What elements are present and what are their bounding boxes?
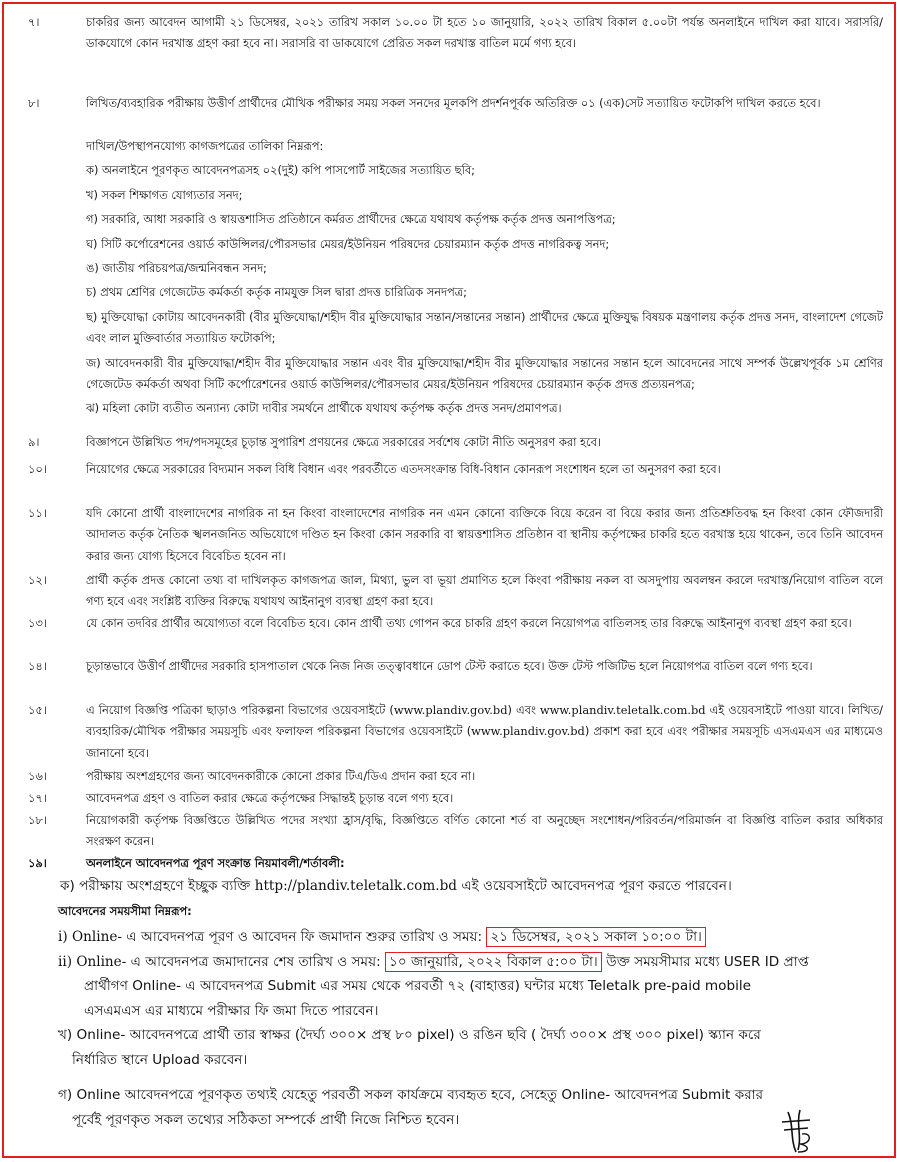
- document-item: ঙ) জাতীয় পরিচয়পত্র/জন্মনিবন্ধন সনদ;: [86, 261, 267, 276]
- document-item: ঝ) মহিলা কোটা ব্যতীত অন্যান্য কোটা দাবীর সমর্থনে প্রার্থীকে যথাযথ কর্তৃপক্ষ কর্তৃক প্রদত্ত সনদ/প্রমাণপত্র।: [86, 401, 562, 416]
- clause-text: যদি কোনো প্রার্থী বাংলাদেশের নাগরিক না হন কিংবা বাংলাদেশের নাগরিক নন এমন কোনো ব্যক্তিকে বিয়ে করেন বা বিয়ে করার জন্য প্রতিশ্রুতিবদ্ধ হন কিংবা কোন ফৌজদারী আদালত কর্তৃক নৈতিক স্খলনজনিত অভিযোগে দণ্ডিত হন কিংবা কোন সরকারি বা স্বায়ত্তশাসিত প্রতিষ্ঠান বা স্থানীয় কর্তৃপক্ষের চাকরি হতে বরখাস্ত হয়ে থাকেন, তবে তিনি আবেদন করার জন্য যোগ্য হিসেবে বিবেচিত হবেন না।: [86, 506, 883, 563]
- clause-8: [28, 93, 883, 114]
- rule-text: পূর্বেই পূরণকৃত সকল তথ্যের সঠিকতা সম্পর্কে প্রার্থী নিজে নিশ্চিত হবেন।: [72, 1112, 460, 1128]
- rule-text: নির্ধারিত স্থানে Upload করবেন।: [72, 1052, 248, 1068]
- clause-9: [28, 432, 883, 453]
- clause-15: [28, 700, 883, 764]
- clause-text-part: ) এবং: [507, 703, 536, 717]
- clause-text: নিয়োগকারী কর্তৃপক্ষ বিজ্ঞপ্তিতে উল্লিখিত পদের সংখ্যা হ্রাস/বৃদ্ধি, বিজ্ঞপ্তিতে বর্ণিত কোনো শর্ত বা অনুচ্ছেদ সংশোধন/পরিবর্তন/পরিমার্জন বা বিজ্ঞপ্তি বাতিল করার অধিকার সংরক্ষণ করেন।: [86, 813, 883, 849]
- clause-text: পরীক্ষায় অংশগ্রহণের জন্য আবেদনকারীকে কোনো প্রকার টিএ/ডিএ প্রদান করা হবে না।: [86, 769, 476, 783]
- clause-16: [28, 766, 883, 787]
- deadline-text: প্রার্থীগণ Online- এ আবেদনপত্র Submit এর সময় থেকে পরবর্তী ৭২ (বাহাত্তর) ঘন্টার মধ্যে Teletalk pre-paid mobile: [84, 978, 752, 994]
- deadline-text: এ আবেদনপত্র জমাদানের শেষ তারিখ ও সময়:: [130, 954, 381, 970]
- end-date-highlight: ১০ জানুয়ারি, ২০২২ বিকাল ৫:০০ টা।: [385, 952, 602, 972]
- rule-text: এই ওয়েবসাইটে আবেদনপত্র পূরণ করতে পারবেন।: [461, 878, 732, 894]
- clause-text: প্রার্থী কর্তৃক প্রদত্ত কোনো তথ্য বা দাখিলকৃত কাগজপত্র জাল, মিথ্যা, ভুল বা ভূয়া প্রমাণিত হলে কিংবা পরীক্ষায় নকল বা অসদুপায় অবলম্বন করলে দরখাস্ত/নিয়োগ বাতিল বলে গণ্য হবে এবং সংশ্লিষ্ট ব্যক্তির বিরুদ্ধে যথাযথ আইনানুগ ব্যবস্থা গ্রহণ করা হবে।: [86, 573, 883, 609]
- clause-number: ১৬।: [28, 769, 47, 783]
- clause-number: ৮।: [28, 96, 40, 110]
- document-item: জ) আবেদনকারী বীর মুক্তিযোদ্ধা/শহীদ বীর মুক্তিযোদ্ধার সন্তান এবং বীর মুক্তিযোদ্ধা/শহীদ বীর মুক্তিযোদ্ধার সন্তানের সন্তান হলে আবেদনের সাথে সম্পর্ক উল্লেখপূর্বক ১ম শ্রেণির গেজেটেড কর্মকর্তা অথবা সিটি কর্পোরেশনের ওয়ার্ড কাউন্সিলর/পৌরসভার মেয়র/ইউনিয়ন পরিষদের চেয়ারম্যান কর্তৃক প্রদত্ত প্রত্যয়নপত্র;: [86, 355, 883, 392]
- document-item: চ) প্রথম শ্রেণির গেজেটেড কর্মকর্তা কর্তৃক নামযুক্ত সিল দ্বারা প্রদত্ত চারিত্রিক সনদপত্র;: [86, 285, 467, 300]
- clause-14: [28, 656, 883, 677]
- clause-text: লিখিত/ব্যবহারিক পরীক্ষায় উত্তীর্ণ প্রার্থীদের মৌখিক পরীক্ষার সময় সকল সনদের মূলকপি প্রদর্শনপূর্বক অতিরিক্ত ০১ (এক)সেট সত্যায়িত ফটোকপি দাখিল করতে হবে।: [86, 96, 821, 110]
- document-item: ঘ) সিটি কর্পোরেশনের ওয়ার্ড কাউন্সিলর/পৌরসভার মেয়র/ইউনিয়ন পরিষদের চেয়ারম্যান কর্তৃক প্রদত্ত নাগরিকত্ব সনদ;: [86, 236, 610, 251]
- rule-text: গ) Online আবেদনপত্রে পূরণকৃত তথ্যই যেহেতু পরবর্তী সকল কার্যক্রমে ব্যবহৃত হবে, সেহেতু Online- আবেদনপত্র Submit করার: [58, 1087, 764, 1103]
- documents-list: [28, 136, 883, 420]
- clause-text: আবেদনপত্র গ্রহণ ও বাতিল করার ক্ষেত্রে কর্তৃপক্ষের সিদ্ধান্তই চূড়ান্ত বলে গণ্য হবে।: [86, 791, 454, 805]
- clause-text-part: এ নিয়োগ বিজ্ঞপ্তি পত্রিকা ছাড়াও পরিকল্পনা বিভাগের ওয়েবসাইটে (: [86, 703, 394, 717]
- clause-text: [86, 700, 883, 764]
- clause-text: নিয়োগের ক্ষেত্রে সরকারের বিদ্যমান সকল বিধি বিধান এবং পরবর্তীতে এতদসংক্রান্ত বিধি-বিধান কোনরূপ সংশোধন হলে তা অনুসরণ করা হবে।: [86, 462, 721, 476]
- signature-icon: [780, 1108, 814, 1154]
- clause-10: [28, 459, 883, 480]
- clause-7: [28, 12, 883, 55]
- rule-k: [60, 874, 880, 899]
- deadline-label: i) Online-: [58, 929, 122, 945]
- clause-17: [28, 788, 883, 809]
- clause-13: [28, 613, 883, 634]
- clause-text: চাকরির জন্য আবেদন আগামী ২১ ডিসেম্বর, ২০২১ তারিখ সকাল ১০.০০ টা হতে ১০ জানুয়ারি, ২০২২ তারিখ বিকাল ৫.০০টা পর্যন্ত অনলাইনে দাখিল করা যাবে। সরাসরি/ডাকযোগে কোন দরখাস্ত গ্রহণ করা হবে না। সরাসরি বা ডাকযোগে প্রেরিত সকল দরখাস্ত বাতিল মর্মে গণ্য হবে।: [86, 15, 883, 51]
- clause-text-part: এই ওয়েবসাইটে পাওয়া যাবে। লিখিত/ব্যবহারিক/মৌখিক পরীক্ষার সময়সূচি এবং ফলাফল পরিকল্পনা বিভাগের ওয়েবসাইটে (: [86, 703, 884, 739]
- clause-12: [28, 570, 883, 613]
- clause-number: ৯।: [28, 435, 40, 449]
- deadline-label: ii) Online-: [58, 954, 127, 970]
- clause-text-part: ) প্রকাশ করা হবে এবং পরীক্ষার সময়সূচি এসএমএস এর মাধ্যমেও জানানো হবে।: [86, 724, 883, 760]
- documents-heading: দাখিল/উপস্থাপনযোগ্য কাগজপত্রের তালিকা নিম্নরূপ:: [86, 139, 324, 153]
- deadline-text: এ আবেদনপত্র পূরণ ও আবেদন ফি জমাদান শুরুর তারিখ ও সময়:: [126, 929, 483, 945]
- clause-text: বিজ্ঞাপনে উল্লিখিত পদ/পদসমূহের চূড়ান্ত সুপারিশ প্রণয়নের ক্ষেত্রে সরকারের সর্বশেষ কোটা নীতি অনুসরণ করা হবে।: [86, 435, 601, 449]
- clause-text: যে কোন তদবির প্রার্থীর অযোগ্যতা বলে বিবেচিত হবে। কোন প্রার্থী তথ্য গোপন করে চাকরি গ্রহণ করলে নিয়োগপত্র বাতিলসহ তার বিরুদ্ধে আইনানুগ ব্যবস্থা গ্রহণ করা হবে।: [86, 616, 852, 630]
- plandiv-gov-link[interactable]: www.plandiv.gov.bd: [393, 703, 508, 717]
- clause-number: ১৯।: [28, 856, 47, 870]
- document-item: ছ) মুক্তিযোদ্ধা কোটায় আবেদনকারী (বীর মুক্তিযোদ্ধা/শহীদ বীর মুক্তিযোদ্ধার সন্তান/সন্তানের সন্তান) প্রার্থীদের ক্ষেত্রে মুক্তিযুদ্ধ বিষয়ক মন্ত্রণালয় কর্তৃক প্রদত্ত সনদ, বাংলাদেশ গেজেট এবং লাল মুক্তিবার্তার সত্যায়িত ফটোকপি;: [86, 309, 883, 346]
- clause-number: ১৪।: [28, 659, 47, 673]
- rule-text: ক) পরীক্ষায় অংশগ্রহণে ইচ্ছুক ব্যক্তি: [60, 878, 251, 894]
- deadline-text: উক্ত সময়সীমার মধ্যে USER ID প্রাপ্ত: [606, 954, 809, 970]
- clause-number: ১৮।: [28, 813, 47, 827]
- clause-number: ১৩।: [28, 616, 47, 630]
- rule-g: [58, 1083, 888, 1133]
- start-date-highlight: ২১ ডিসেম্বর, ২০২১ সকাল ১০:০০ টা।: [486, 927, 705, 947]
- deadline-end: [58, 950, 898, 975]
- plandiv-gov-link[interactable]: www.plandiv.gov.bd: [471, 724, 585, 739]
- clause-number: ১২।: [28, 573, 47, 587]
- document-item: ক) অনলাইনে পূরণকৃত আবেদনপত্রসহ ০২(দুই) কপি পাসপোর্ট সাইজের সত্যায়িত ছবি;: [86, 163, 476, 178]
- rule-text: খ) Online- আবেদনপত্রে প্রার্থী তার স্বাক্ষর (দৈর্ঘ্য ৩০০× প্রস্থ ৮০ pixel) ও রঙিন ছবি ( দৈর্ঘ্য ৩০০× প্রস্থ ৩০০ pixel) স্ক্যান করে: [58, 1027, 761, 1043]
- deadline-text: এসএমএস এর মাধ্যমে পরীক্ষার ফি জমা দিতে পারবেন।: [84, 1003, 379, 1019]
- deadline-heading: আবেদনের সময়সীমা নিম্নরূপ:: [58, 904, 192, 918]
- plandiv-teletalk-link[interactable]: www.plandiv.teletalk.com.bd: [539, 703, 706, 717]
- clause-text: চূড়ান্তভাবে উত্তীর্ণ প্রার্থীদের সরকারি হাসপাতাল থেকে নিজ নিজ তত্ত্বাবধানে ডোপ টেস্ট করাতে হবে। উক্ত টেস্ট পজিটিভ হলে নিয়োগপত্র বাতিল বলে গণ্য হবে।: [86, 659, 813, 673]
- teletalk-link[interactable]: http://plandiv.teletalk.com.bd: [254, 878, 457, 894]
- clause-number: ৭।: [28, 15, 40, 29]
- clause-number: ১৭।: [28, 791, 47, 805]
- document-item: গ) সরকারি, আধা সরকারি ও স্বায়ত্তশাসিত প্রতিষ্ঠানে কর্মরত প্রার্থীদের ক্ষেত্রে যথাযথ কর্তৃপক্ষ কর্তৃক প্রদত্ত অনাপত্তিপত্র;: [86, 212, 616, 227]
- clause-11: [28, 503, 883, 567]
- clause-number: ১১।: [28, 506, 47, 520]
- deadline-end-continued: [84, 974, 884, 1024]
- clause-heading: অনলাইনে আবেদনপত্র পূরণ সংক্রান্ত নিয়মাবলী/শর্তাবলী:: [86, 856, 345, 870]
- deadline-start: [58, 925, 888, 950]
- document-item: খ) সকল শিক্ষাগত যোগ্যতার সনদ;: [86, 187, 243, 202]
- rule-kh: [58, 1023, 888, 1073]
- clause-19: [28, 853, 883, 874]
- clause-number: ১৫।: [28, 703, 47, 717]
- clause-18: [28, 810, 883, 853]
- clause-number: ১০।: [28, 462, 47, 476]
